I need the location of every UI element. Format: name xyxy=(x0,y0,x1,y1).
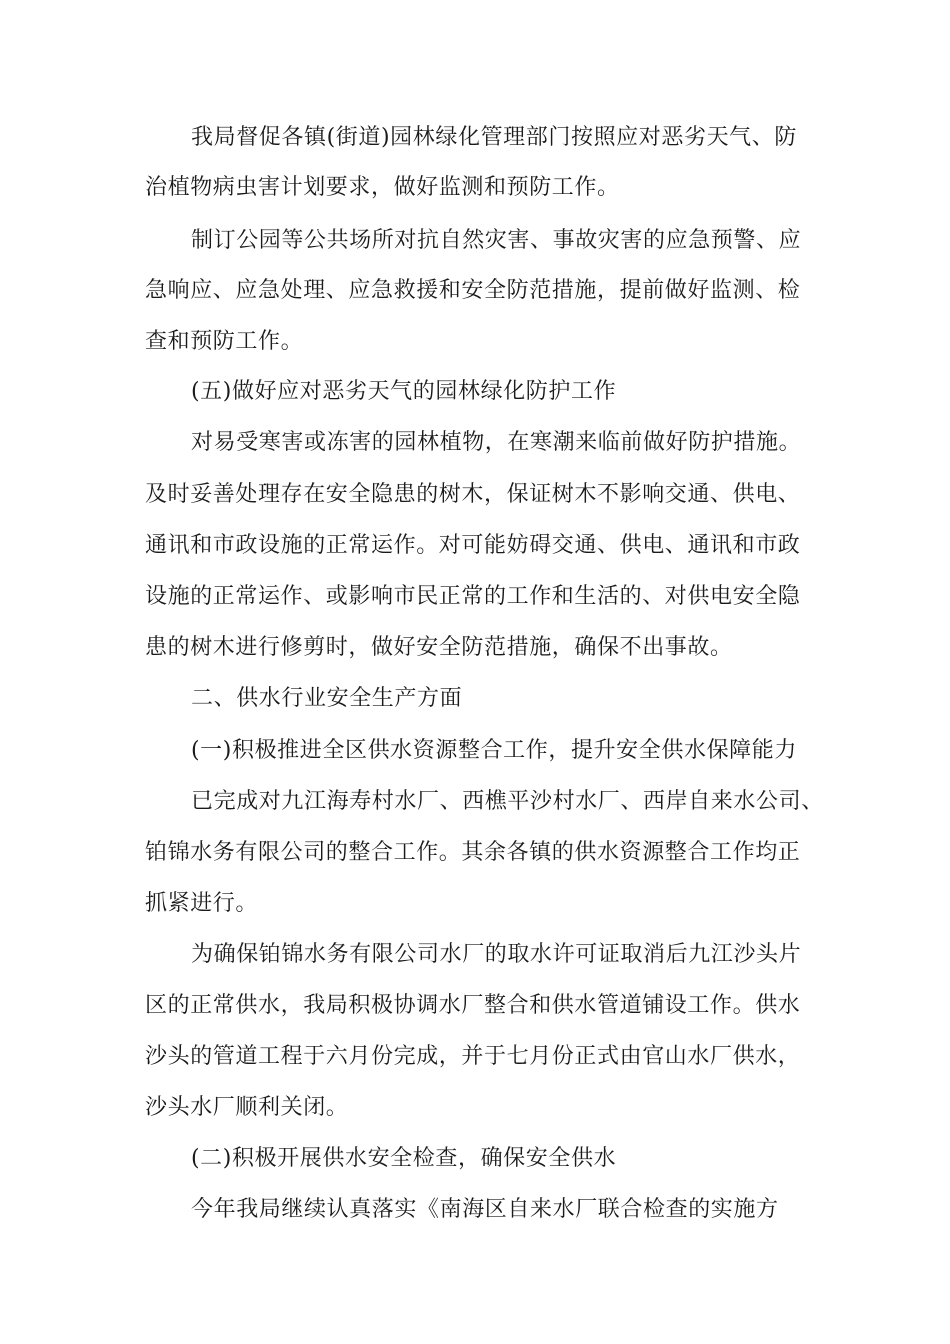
paragraph-line: 查和预防工作。 xyxy=(145,329,304,354)
paragraph-line: 今年我局继续认真落实《南海区自来水厂联合检查的实施方 xyxy=(191,1197,779,1222)
paragraph-line: 对易受寒害或冻害的园林植物，在寒潮来临前做好防护措施。 xyxy=(191,430,802,455)
paragraph-line: 设施的正常运作、或影响市民正常的工作和生活的、对供电安全隐 xyxy=(145,584,801,609)
paragraph-line: 急响应、应急处理、应急救援和安全防范措施，提前做好监测、检 xyxy=(145,278,801,303)
section-heading: 二、供水行业安全生产方面 xyxy=(191,686,463,711)
paragraph-line: 沙头的管道工程于六月份完成，并于七月份正式由官山水厂供水， xyxy=(145,1044,801,1069)
paragraph-line: 患的树木进行修剪时，做好安全防范措施，确保不出事故。 xyxy=(145,635,733,660)
paragraph-line: 铂锦水务有限公司的整合工作。其余各镇的供水资源整合工作均正 xyxy=(145,840,801,865)
paragraph-line: 区的正常供水，我局积极协调水厂整合和供水管道铺设工作。供水 xyxy=(145,993,801,1018)
paragraph-line: 沙头水厂顺利关闭。 xyxy=(145,1095,349,1120)
paragraph-line: 及时妥善处理存在安全隐患的树木，保证树木不影响交通、供电、 xyxy=(145,482,801,507)
section-heading: (二)积极开展供水安全检查，确保安全供水 xyxy=(191,1146,617,1171)
paragraph-line: 制订公园等公共场所对抗自然灾害、事故灾害的应急预警、应 xyxy=(191,228,802,253)
paragraph-line: 抓紧进行。 xyxy=(145,891,259,916)
paragraph-line: 我局督促各镇(街道)园林绿化管理部门按照应对恶劣天气、防 xyxy=(191,125,797,150)
paragraph-line: 已完成对九江海寿村水厂、西樵平沙村水厂、西岸自来水公司、 xyxy=(191,789,824,814)
paragraph-line: 为确保铂锦水务有限公司水厂的取水许可证取消后九江沙头片 xyxy=(191,942,802,967)
paragraph-line: 通讯和市政设施的正常运作。对可能妨碍交通、供电、通讯和市政 xyxy=(145,533,801,558)
section-heading: (一)积极推进全区供水资源整合工作，提升安全供水保障能力 xyxy=(191,738,797,763)
paragraph-line: 治植物病虫害计划要求，做好监测和预防工作。 xyxy=(145,175,620,200)
section-heading: (五)做好应对恶劣天气的园林绿化防护工作 xyxy=(191,379,617,404)
